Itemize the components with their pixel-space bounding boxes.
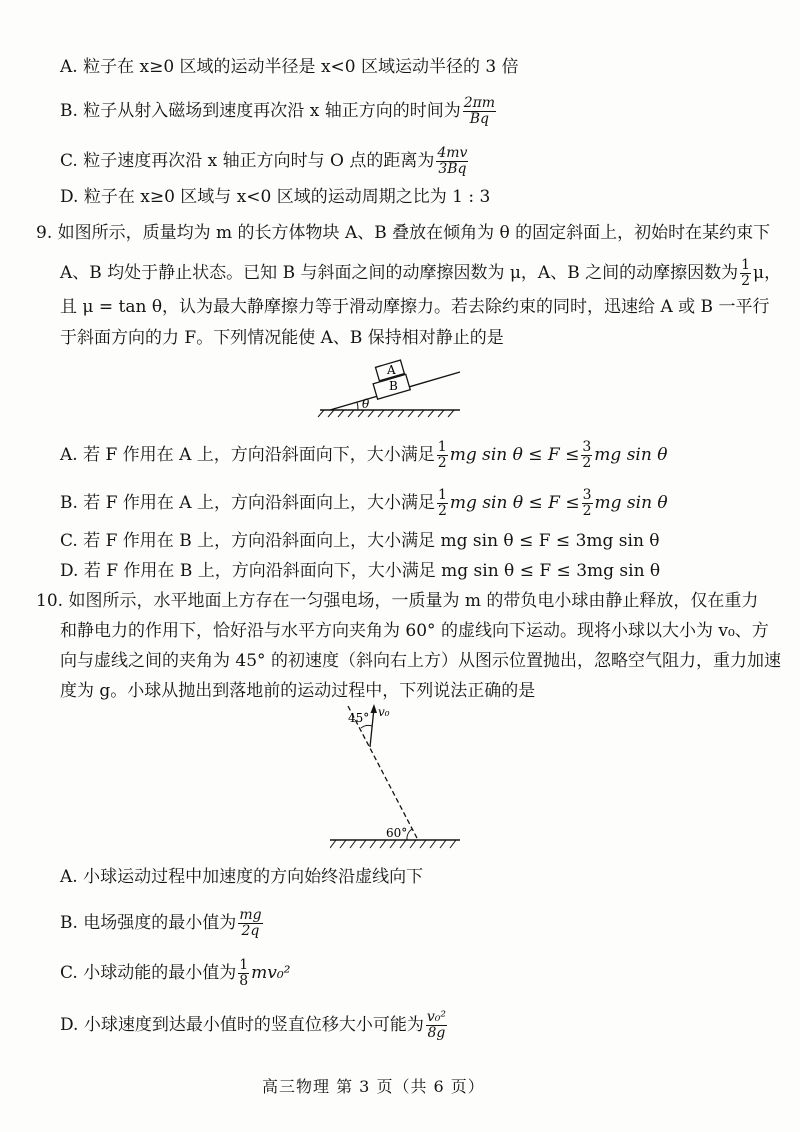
velocity-arrow [370, 708, 374, 747]
block-a-label: A [387, 363, 396, 377]
block-b-label: B [389, 379, 398, 393]
projectile-figure [330, 700, 460, 860]
q9-stem-line-2: A、B 均处于静止状态。已知 B 与斜面之间的动摩擦因数为 μ，A、B 之间的动摩擦因数为 $\frac{1}{2}$ μ， [60, 257, 782, 289]
q9-stem-line-4: 于斜面方向的力 F。下列情况能使 A、B 保持相对静止的是 [60, 328, 504, 348]
q9-stem-line-1: 9. 如图所示，质量均为 m 的长方体物块 A、B 叠放在倾角为 θ 的固定斜面上，初始时在某约束下 [36, 223, 771, 243]
q9-option-b: B. 若 F 作用在 A 上，方向沿斜面向上，大小满足 $\frac{1}{2}$ mg sin θ ≤ F ≤ $\frac{3}{2}$ mg sin θ [60, 487, 668, 519]
angle-45-arc [361, 725, 372, 728]
dashed-path-line [348, 706, 418, 840]
q8-option-a: A. 粒子在 x≥0 区域的运动半径是 x<0 区域运动半径的 3 倍 [60, 57, 519, 77]
v0-label: v₀ [378, 705, 390, 719]
theta-label: θ [362, 397, 370, 411]
theta-arc [357, 402, 358, 410]
q10-stem-line-1: 10. 如图所示，水平地面上方存在一匀强电场，一质量为 m 的带负电小球由静止释放，仅在重力 [36, 591, 759, 611]
incline-figure [310, 350, 470, 422]
q8-option-b: B. 粒子从射入磁场到速度再次沿 x 轴正方向的时间为 $\frac{2\pi m}{Bq}$ [60, 95, 496, 127]
q9-option-d: D. 若 F 作用在 B 上，方向沿斜面向下，大小满足 mg sin θ ≤ F ≤ 3mg sin θ [60, 561, 661, 581]
angle-45-label: 45° [348, 711, 370, 725]
q8-option-c: C. 粒子速度再次沿 x 轴正方向时与 O 点的距离为 $\frac{4mv}{3Bq}$ [60, 145, 468, 177]
q9-option-c: C. 若 F 作用在 B 上，方向沿斜面向上，大小满足 mg sin θ ≤ F ≤ 3mg sin θ [60, 531, 660, 551]
q10-stem-line-3: 向与虚线之间的夹角为 45° 的初速度（斜向右上方）从图示位置抛出，忽略空气阻力，重力加速 [60, 651, 781, 671]
q10-option-d: D. 小球速度到达最小值时的竖直位移大小可能为 $\frac{\text{v₀²}}{8g}$ [60, 1009, 446, 1041]
page-footer: 高三物理 第 3 页（共 6 页） [262, 1077, 485, 1096]
q10-option-b: B. 电场强度的最小值为 $\frac{mg}{2q}$ [60, 907, 262, 939]
velocity-arrowhead [371, 704, 378, 713]
ground-hatch [318, 410, 454, 417]
q10-option-c: C. 小球动能的最小值为 $\frac{1}{8}$ mv₀² [60, 957, 291, 989]
q9-option-a: A. 若 F 作用在 A 上，方向沿斜面向下，大小满足 $\frac{1}{2}$ mg sin θ ≤ F ≤ $\frac{3}{2}$ mg sin θ [60, 439, 668, 471]
angle-60-label: 60° [386, 826, 408, 840]
q8-option-d: D. 粒子在 x≥0 区域与 x<0 区域的运动周期之比为 1 : 3 [60, 187, 491, 207]
q9-stem-line-3: 且 μ = tan θ，认为最大静摩擦力等于滑动摩擦力。若去除约束的同时，迅速给 A 或 B 一平行 [60, 297, 770, 317]
q10-stem-line-2: 和静电力的作用下，恰好沿与水平方向夹角为 60° 的虚线向下运动。现将小球以大小为 v₀、方 [60, 621, 769, 641]
q10-stem-line-4: 度为 g。小球从抛出到落地前的运动过程中，下列说法正确的是 [60, 681, 536, 701]
ground-hatch [330, 840, 456, 848]
angle-60-arc [407, 829, 412, 840]
q10-option-a: A. 小球运动过程中加速度的方向始终沿虚线向下 [60, 867, 424, 887]
